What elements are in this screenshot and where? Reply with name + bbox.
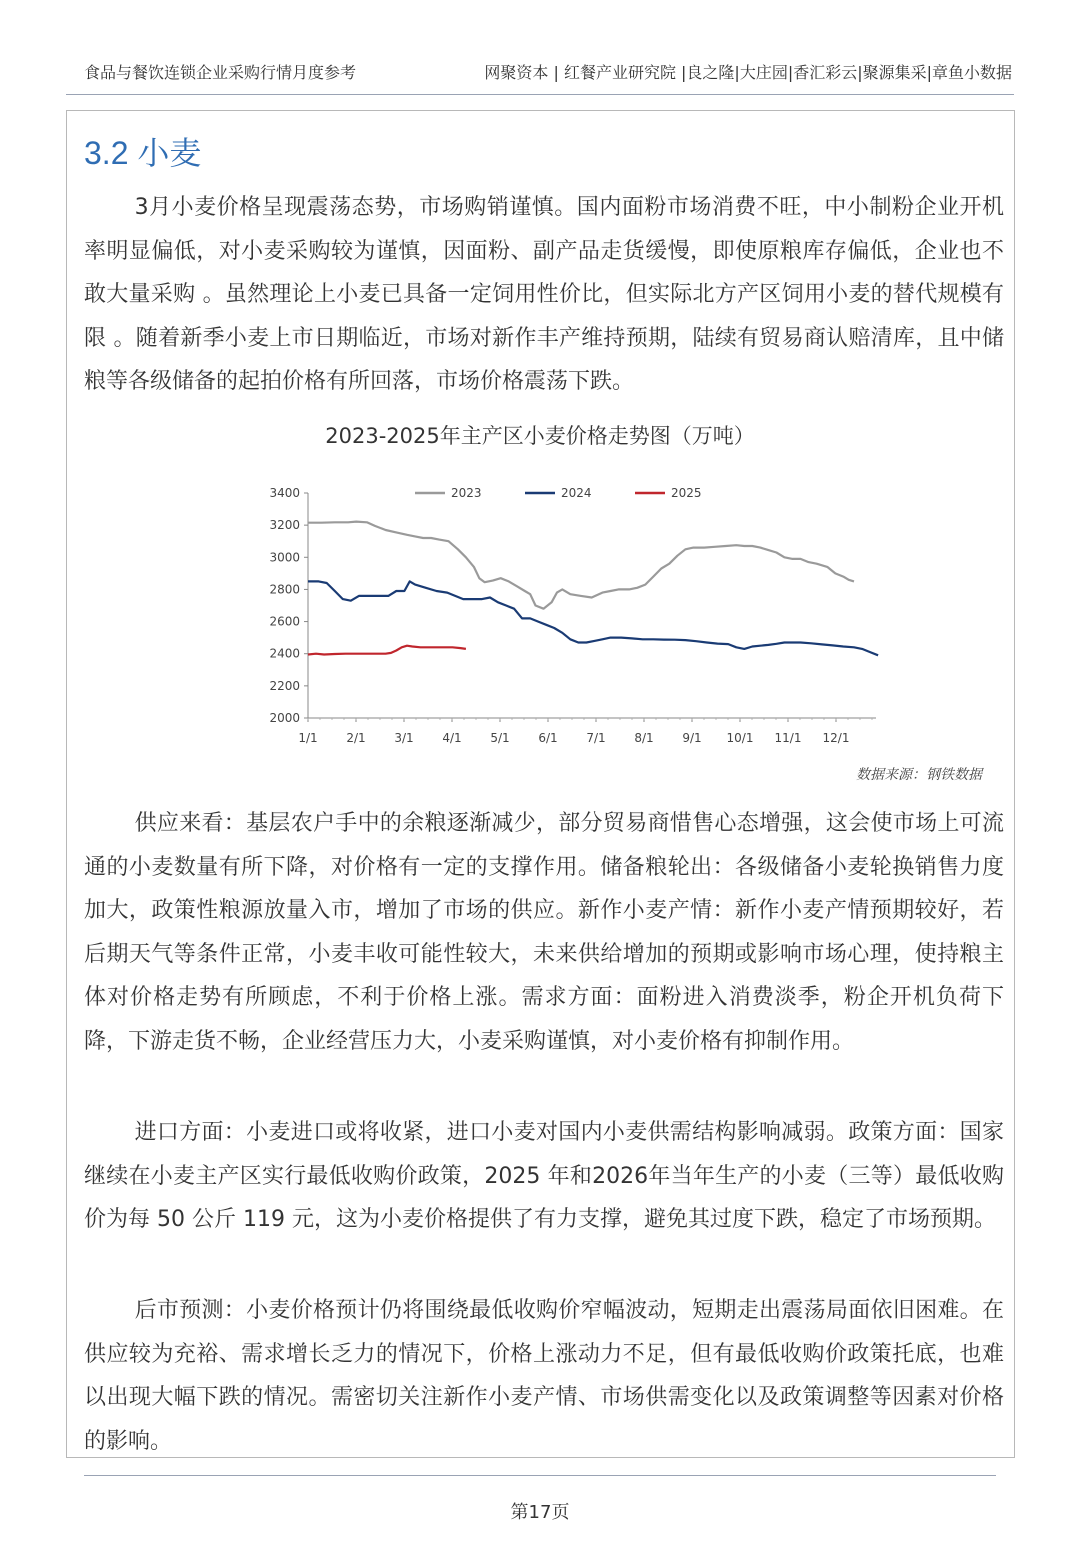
y-tick-label: 2800 <box>269 582 300 597</box>
x-tick-label: 2/1 <box>346 731 366 745</box>
paragraph-supply-demand: 供应来看：基层农户手中的余粮逐渐减少，部分贸易商惜售心态增强，这会使市场上可流通的小麦数量有所下降，对价格有一定的支撑作用。储备粮轮出：各级储备小麦轮换销售力度加大，政策性粮源放量入市，增加了市场的供应。新作小麦产情：新作小麦产情预期较好，若后期天气等条件正常，小麦丰收可能性较大，未来供给增加的预期或影响市场心理，使持粮主体对价格走势有所顾虑，不利于价格上涨。需求方面：面粉进入消费淡季，粉企开机负荷下降，下游走货不畅，企业经营压力大，小麦采购谨慎，对小麦价格有抑制作用。 <box>84 811 1004 1054</box>
header-publishers: 网聚资本 | 红餐产业研究院 |良之隆|大庄园|香汇彩云|聚源集采|章鱼小数据 <box>484 63 1012 82</box>
paragraph-market-overview: 3月小麦价格呈现震荡态势，市场购销谨慎。国内面粉市场消费不旺，中小制粉企业开机率明显偏低，对小麦采购较为谨慎，因面粉、副产品走货缓慢，即使原粮库存偏低，企业也不敢大量采购 。虽然理论上小麦已具备一定饲用性价比，但实际北方产区饲用小麦的替代规模有限 。随着新季小麦上市日期临近，市场对新作丰产维持预期，陆续有贸易商认赔清库，且中储粮等各级储备的起拍价格有所回落，市场价格震荡下跌。 <box>84 195 1004 394</box>
chart-title: 2023-2025年主产区小麦价格走势图（万吨） <box>325 424 755 448</box>
wheat-price-line-chart <box>260 478 900 758</box>
x-tick-label: 11/1 <box>774 731 802 745</box>
x-tick-label: 9/1 <box>682 731 702 745</box>
legend-label-2023: 2023 <box>451 486 482 500</box>
paragraph-import-policy: 进口方面：小麦进口或将收紧，进口小麦对国内小麦供需结构影响减弱。政策方面：国家继续在小麦主产区实行最低收购价政策，2025 年和2026年当年生产的小麦（三等）最低收购价为每 50 公斤 119 元，这为小麦价格提供了有力支撑，避免其过度下跌，稳定了市场预期。 <box>84 1120 1004 1232</box>
y-tick-label: 3000 <box>269 550 300 565</box>
x-tick-label: 6/1 <box>538 731 558 745</box>
footer-divider <box>84 1475 996 1476</box>
x-tick-label: 3/1 <box>394 731 414 745</box>
page-header <box>84 60 1012 88</box>
chart-source: 数据来源：钢铁数据 <box>856 767 982 783</box>
y-tick-label: 3200 <box>269 518 300 533</box>
page-number: 第17页 <box>510 1502 570 1523</box>
section-title: 3.2 小麦 <box>84 135 202 171</box>
x-tick-label: 5/1 <box>490 731 510 745</box>
x-tick-label: 12/1 <box>822 731 850 745</box>
header-divider <box>66 94 1014 95</box>
y-tick-label: 2600 <box>269 614 300 629</box>
x-tick-label: 4/1 <box>442 731 462 745</box>
legend-label-2024: 2024 <box>561 486 592 500</box>
x-tick-label: 10/1 <box>726 731 754 745</box>
legend-label-2025: 2025 <box>671 486 702 500</box>
y-tick-label: 2400 <box>269 646 300 661</box>
x-tick-label: 1/1 <box>298 731 318 745</box>
paragraph-outlook: 后市预测：小麦价格预计仍将围绕最低收购价窄幅波动，短期走出震荡局面依旧困难。在供应较为充裕、需求增长乏力的情况下，价格上涨动力不足，但有最低收购价政策托底，也难以出现大幅下跌的情况。需密切关注新作小麦产情、市场供需变化以及政策调整等因素对价格的影响。 <box>84 1298 1004 1454</box>
x-tick-label: 7/1 <box>586 731 606 745</box>
series-line-2025 <box>308 646 466 655</box>
y-tick-label: 3400 <box>269 486 300 500</box>
y-tick-label: 2200 <box>269 678 300 693</box>
header-report-title: 食品与餐饮连锁企业采购行情月度参考 <box>84 63 357 82</box>
series-line-2024 <box>308 581 878 655</box>
x-tick-label: 8/1 <box>634 731 654 745</box>
y-tick-label: 2000 <box>269 711 300 725</box>
